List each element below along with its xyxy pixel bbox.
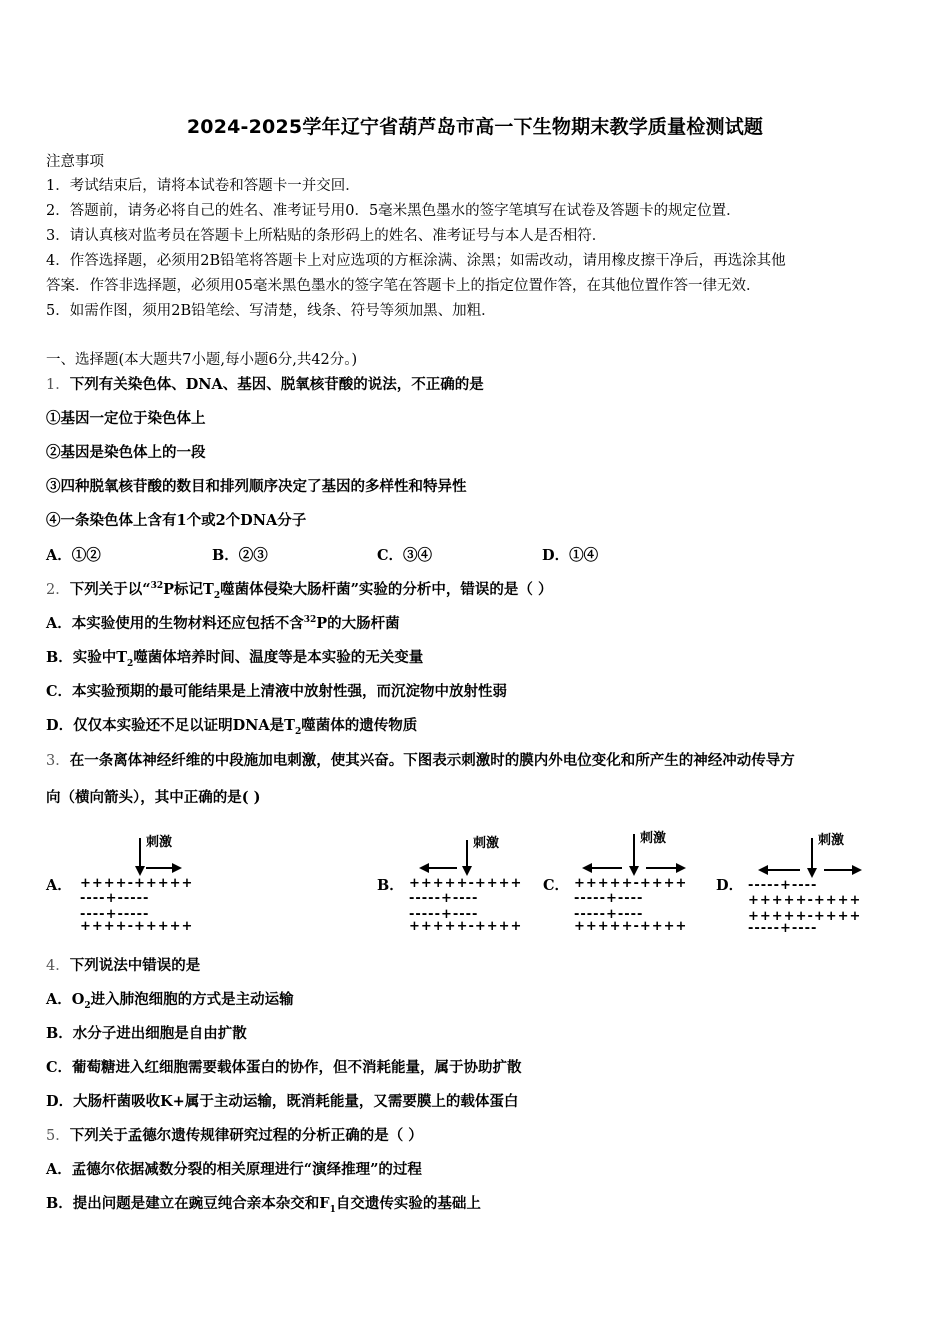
notice-item: 5．如需作图，须用2B铅笔绘、写清楚，线条、符号等须加黑、加粗． [46, 303, 496, 319]
question-3-stem-cont: 向（横向箭头），其中正确的是( ) [46, 789, 261, 806]
svg-text:-----+----: -----+---- [748, 878, 818, 893]
q5-option-b: B．提出问题是建立在豌豆纯合亲本杂交和$F_1$自交遗传实验的基础上 [46, 1195, 481, 1215]
notice-item: 2．答题前，请务必将自己的姓名、准考证号用0．5毫米黑色墨水的签字笔填写在试卷及答题卡的规定位置． [46, 203, 741, 219]
q4-option-d: D．大肠杆菌吸收K+属于主动运输，既消耗能量，又需要膜上的载体蛋白 [46, 1093, 519, 1110]
diagram-d [744, 828, 884, 932]
question-number: 2． [46, 582, 70, 598]
q5-option-a: A．孟德尔依据减数分裂的相关原理进行“演绎推理”的过程 [46, 1161, 422, 1178]
question-1-stem: 1．下列有关染色体、DNA、基因、脱氧核苷酸的说法，不正确的是 [46, 376, 484, 393]
q1-option-c: C．③④ [377, 547, 433, 564]
stimulus-label: 刺激 [146, 835, 173, 850]
svg-text:----+-----: ----+----- [80, 891, 150, 906]
svg-text:-----+----: -----+---- [409, 891, 479, 906]
svg-text:++++-+++++: ++++-+++++ [80, 876, 194, 891]
question-5-stem: 5．下列关于孟德尔遗传规律研究过程的分析正确的是（ ） [46, 1127, 423, 1144]
stimulus-label: 刺激 [818, 833, 845, 848]
notice-item: 1．考试结束后，请将本试卷和答题卡一并交回． [46, 178, 360, 194]
question-number: 5． [46, 1128, 70, 1144]
diagram-b-label: B． [377, 877, 404, 894]
question-4-stem: 4．下列说法中错误的是 [46, 957, 201, 974]
notice-item: 4．作答选择题，必须用2B铅笔将答题卡上对应选项的方框涂满、涂黑；如需改动，请用橡皮擦干净后，再选涂其他 [46, 253, 786, 269]
section-heading: 一、选择题(本大题共7小题,每小题6分,共42分。) [46, 352, 358, 368]
svg-text:++++-+++++: ++++-+++++ [80, 919, 194, 930]
question-number: 3． [46, 753, 70, 769]
q2-option-b: B．实验中$T_2$噬菌体培养时间、温度等是本实验的无关变量 [46, 649, 424, 669]
svg-text:+++++-++++: +++++-++++ [574, 876, 688, 891]
svg-text:+++++-++++: +++++-++++ [748, 893, 862, 908]
question-number: 4． [46, 958, 70, 974]
q1-statement: ④一条染色体上含有1个或2个DNA分子 [46, 512, 307, 529]
q4-option-c: C．葡萄糖进入红细胞需要载体蛋白的协作，但不消耗能量，属于协助扩散 [46, 1059, 522, 1076]
q1-option-a: A．①② [46, 547, 101, 564]
svg-text:+++++-++++: +++++-++++ [409, 876, 523, 891]
q2-option-a: A．本实验使用的生物材料还应包括不含$^{32}$P的大肠杆菌 [46, 615, 400, 632]
svg-text:-----+----: -----+---- [574, 891, 644, 906]
notice-heading: 注意事项 [46, 154, 104, 170]
q1-option-d: D．①④ [542, 547, 599, 564]
diagram-d-label: D． [716, 877, 744, 894]
q4-option-a: A．$O_2$进入肺泡细胞的方式是主动运输 [46, 991, 294, 1011]
svg-text:+++++-++++: +++++-++++ [409, 919, 523, 930]
question-number: 1． [46, 377, 70, 393]
diagram-a-label: A． [46, 877, 72, 894]
q4-option-b: B．水分子进出细胞是自由扩散 [46, 1025, 247, 1042]
svg-text:-----+----: -----+---- [748, 921, 818, 932]
question-3-stem: 3．在一条离体神经纤维的中段施加电刺激，使其兴奋。下图表示刺激时的膜内外电位变化和所产生的神经冲动传导方 [46, 752, 795, 769]
q1-statement: ②基因是染色体上的一段 [46, 444, 206, 461]
notice-item: 3．请认真核对监考员在答题卡上所粘贴的条形码上的姓名、准考证号与本人是否相符． [46, 228, 607, 244]
svg-text:+++++-++++: +++++-++++ [748, 909, 862, 924]
q1-statement: ③四种脱氧核苷酸的数目和排列顺序决定了基因的多样性和特异性 [46, 478, 467, 495]
stimulus-label: 刺激 [640, 831, 667, 846]
stimulus-label: 刺激 [473, 836, 500, 851]
svg-text:-----+----: -----+---- [574, 907, 644, 922]
diagram-a [74, 830, 214, 930]
svg-text:----+-----: ----+----- [80, 907, 150, 922]
q2-option-d: D．仅仅本实验还不足以证明DNA是$T_2$噬菌体的遗传物质 [46, 717, 418, 737]
diagram-b [405, 830, 540, 930]
question-2-stem: 2．下列关于以“$^{32}$P标记$T_2$噬菌体侵染大肠杆菌”实验的分析中，错误的是（ ） [46, 581, 553, 601]
notice-item: 答案．作答非选择题，必须用05毫米黑色墨水的签字笔在答题卡上的指定位置作答，在其他位置作答一律无效． [46, 278, 761, 294]
svg-text:-----+----: -----+---- [409, 907, 479, 922]
diagram-c-label: C． [543, 877, 570, 894]
page-title: 2024-2025学年辽宁省葫芦岛市高一下生物期末教学质量检测试题 [186, 116, 764, 138]
q1-option-b: B．②③ [212, 547, 268, 564]
q1-statement: ①基因一定位于染色体上 [46, 410, 206, 427]
diagram-c [570, 826, 710, 930]
q2-option-c: C．本实验预期的最可能结果是上清液中放射性强，而沉淀物中放射性弱 [46, 683, 508, 700]
svg-text:+++++-++++: +++++-++++ [574, 919, 688, 930]
